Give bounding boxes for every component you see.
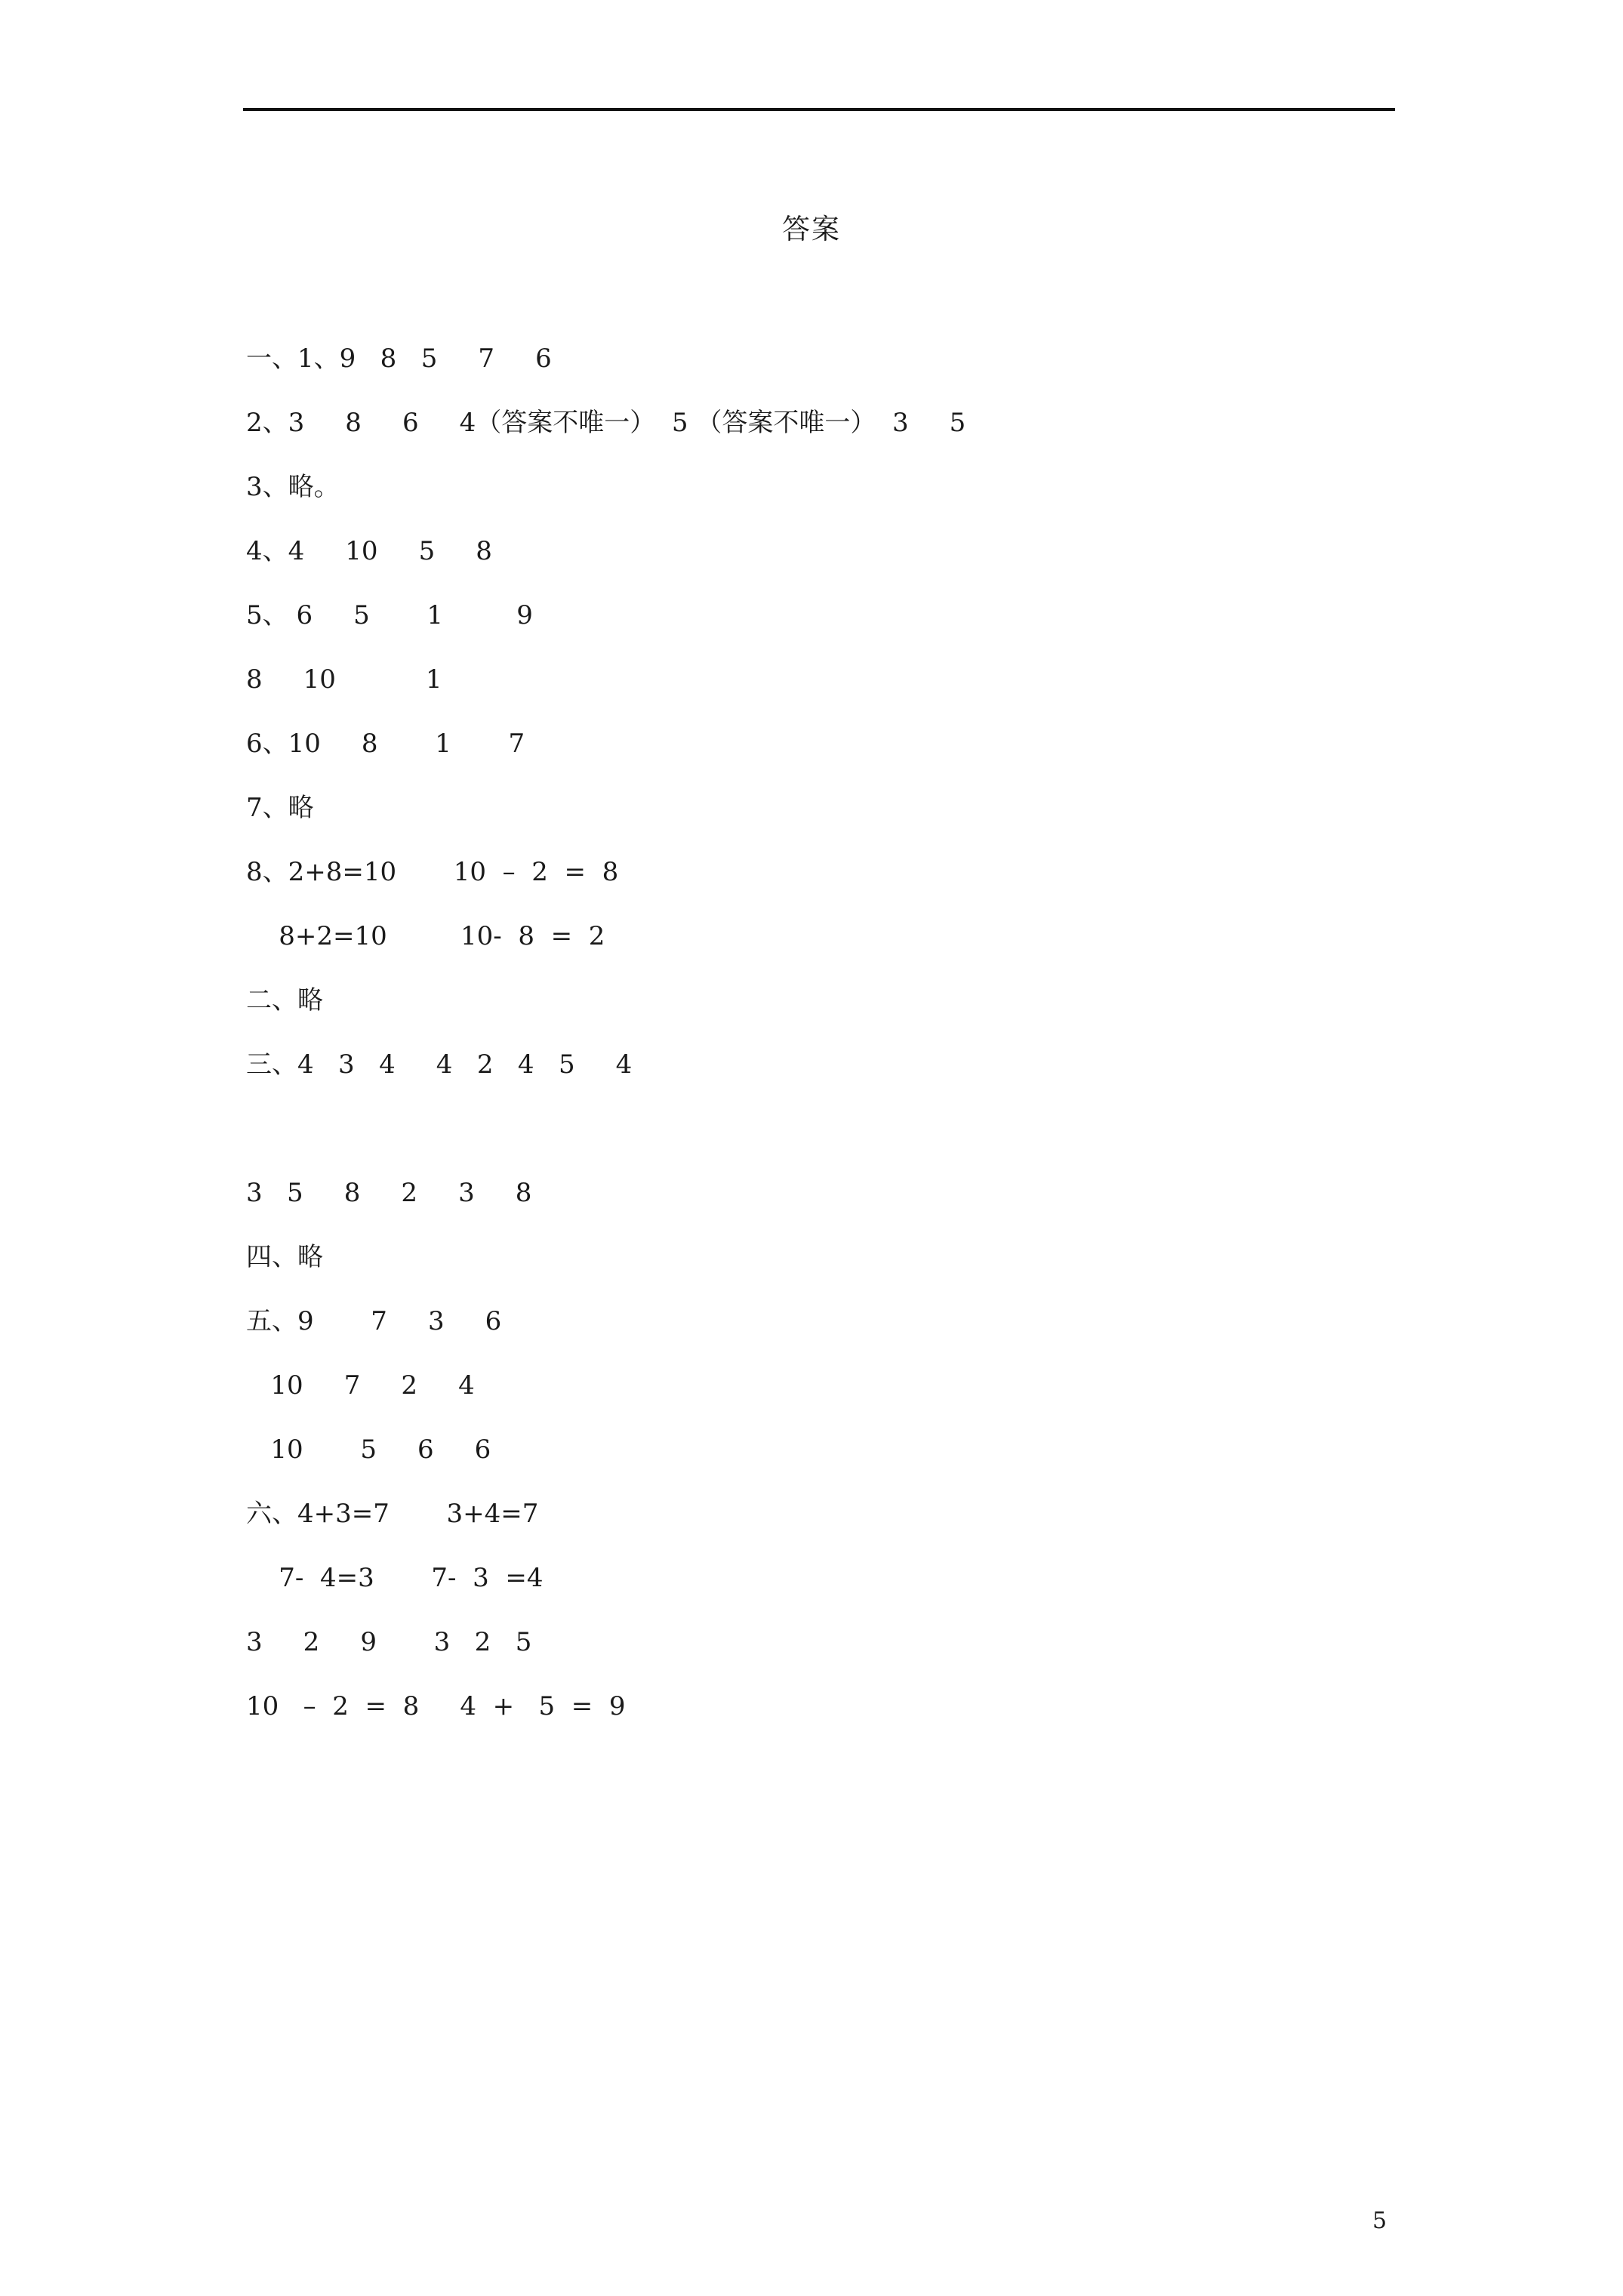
answer-line-5: 五、9 7 3 6 xyxy=(246,1306,502,1336)
answer-line-6-row3: 3 2 9 3 2 5 xyxy=(246,1627,532,1657)
answer-line-5-row3: 10 5 6 6 xyxy=(246,1435,491,1465)
answer-line-4: 四、略 xyxy=(246,1242,323,1272)
answer-line-2: 二、略 xyxy=(246,985,323,1015)
answer-line-1-7: 7、略 xyxy=(246,793,314,823)
answer-line-1-5-cont: 8 10 1 xyxy=(246,664,442,695)
answer-line-1-8: 8、2+8=10 10 – 2 = 8 xyxy=(246,857,619,887)
answer-line-1-4: 4、4 10 5 8 xyxy=(246,536,492,566)
answer-line-1-1: 一、1、9 8 5 7 6 xyxy=(246,344,552,374)
answer-line-1-8-cont: 8+2=10 10- 8 = 2 xyxy=(246,921,605,951)
answer-line-1-3: 3、略。 xyxy=(246,472,340,502)
answer-line-1-2: 2、3 8 6 4（答案不唯一） 5 （答案不唯一） 3 5 xyxy=(246,408,966,438)
page-title: 答案 xyxy=(782,213,841,245)
answer-line-6-row4: 10 – 2 = 8 4 + 5 = 9 xyxy=(246,1691,626,1721)
answer-line-3-cont: 3 5 8 2 3 8 xyxy=(246,1178,532,1208)
answer-line-5-row2: 10 7 2 4 xyxy=(246,1370,475,1401)
answer-line-1-5: 5、 6 5 1 9 xyxy=(246,600,533,630)
answer-line-1-6: 6、10 8 1 7 xyxy=(246,729,525,759)
answer-list xyxy=(246,0,1454,1812)
answer-line-6: 六、4+3=7 3+4=7 xyxy=(246,1499,539,1529)
page-number: 5 xyxy=(1372,2208,1387,2234)
answer-line-3: 三、4 3 4 4 2 4 5 4 xyxy=(246,1049,633,1080)
answer-line-6-row2: 7- 4=3 7- 3 =4 xyxy=(246,1563,544,1593)
